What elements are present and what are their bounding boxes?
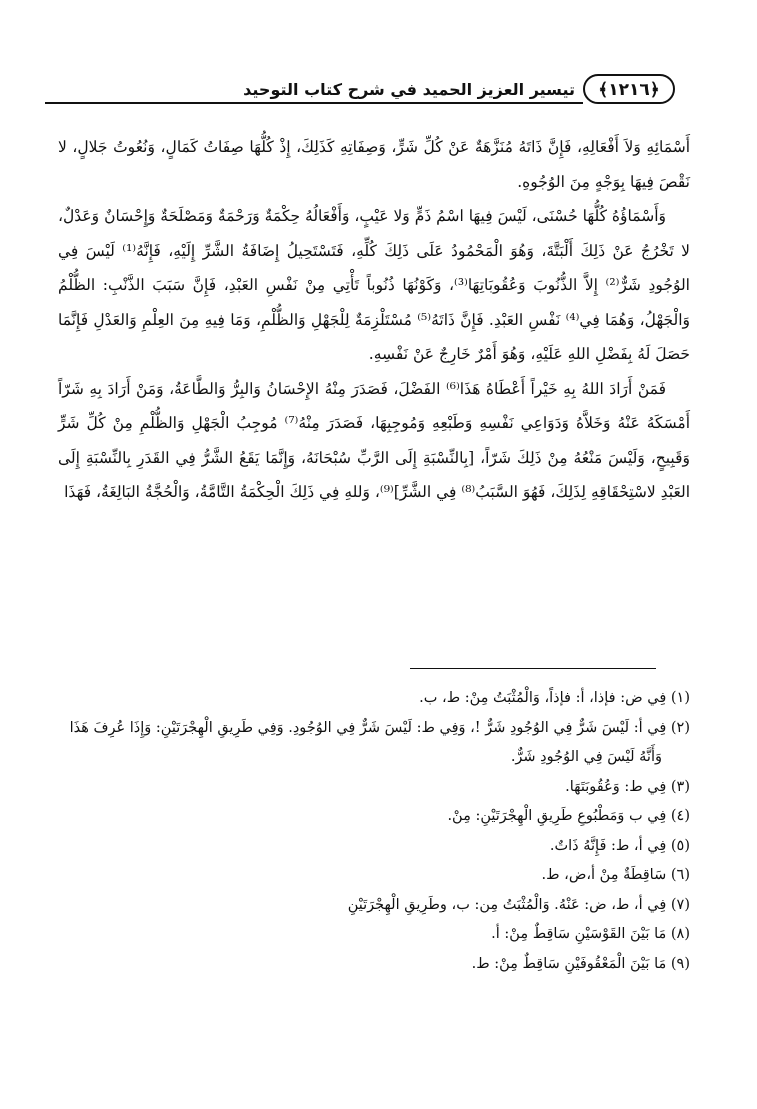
main-text	[58, 130, 690, 510]
footnotes	[58, 684, 690, 979]
footnote-separator	[410, 668, 656, 669]
footnote: (٢) فِي أ: لَيْسَ شَرٌّ فِي الوُجُودِ شَرٌّ !، وَفِي ط: لَيْسَ شَرٌّ فِي الوُجُودِ. وَفِي طَرِيقِ الْهِجْرَتَيْنِ: وَإِذَا عُرِفَ هَذَا وَأَنَّهُ لَيْسَ فِي الوُجُودِ شَرٌّ.	[69, 719, 690, 765]
running-title: تيسير العزيز الحميد في شرح كتاب التوحيد	[243, 79, 575, 99]
footnote: (٦) سَاقِطَةٌ مِنْ أ،ض، ط.	[541, 867, 690, 883]
footnote: (٣) فِي ط: وَعُقُوبَتَهَا.	[565, 778, 690, 795]
running-header	[45, 70, 675, 110]
footnote: (٤) فِي ب وَمَطْبُوعِ طَرِيقِ الْهِجْرَتَيْنِ: مِنْ.	[447, 808, 690, 824]
footnote: (٧) فِي أ، ط، ض: عَنْهُ. وَالْمُثْبَتُ مِن: ب، وطَرِيقِ الْهِجْرَتَيْنِ	[347, 896, 690, 913]
footnote: (٩) مَا بَيْنَ الْمَعْقُوفَيْنِ سَاقِطٌ مِنْ: ط.	[471, 955, 690, 972]
paragraph: وَأَسْمَاؤُهُ كُلُّهَا حُسْنَى، لَيْسَ فِيهَا اسْمُ ذَمٍّ وَلا عَيْبٍ، وَأَفْعَالُهُ حِكْمَةٌ وَرَحْمَةٌ وَمَصْلَحَةٌ وَإِحْسَانٌ وَعَدْلٌ، لا تَخْرُجُ عَنْ ذَلِكَ أَلْبَتَّةَ، وَهُوَ الْمَحْمُودُ عَلَى ذَلِكَ كُلِّهِ، فَتَسْتَحِيلُ إِضَافَةُ الشَّرِّ إِلَيْهِ، فَإِنَّهُ⁽¹⁾ لَيْسَ فِي الوُجُودِ شَرٌّ⁽²⁾ إِلاَّ الذُّنُوبَ وَعُقُوبَاتِهَا⁽³⁾، وَكَوْنُهَا ذُنُوباً تَأْتِي مِنْ نَفْسِ العَبْدِ، فَإِنَّ سَبَبَ الذَّنْبِ: الظُّلْمُ وَالْجَهْلُ، وَهُمَا فِي⁽⁴⁾ نَفْسِ العَبْدِ. فَإِنَّ ذَاتَهُ⁽⁵⁾ مُسْتَلْزِمَةٌ لِلْجَهْلِ وَالظُّلْمِ، وَمَا فِيهِ مِنَ العِلْمِ وَالعَدْلِ فَإِنَّمَا حَصَلَ لَهُ بِفَضْلِ اللهِ عَلَيْهِ، وَهُوَ أَمْرٌ خَارِجٌ عَنْ نَفْسِهِ.	[58, 207, 690, 363]
footnote: (٥) فِي أ، ط: فَإِنَّهُ ذَاتٌ.	[549, 837, 690, 854]
header-rule	[45, 102, 583, 104]
footnote: (٨) مَا بَيْنَ القَوْسَيْنِ سَاقِطٌ مِنْ: أ.	[491, 926, 690, 942]
page-number: ﴿١٢١٦﴾	[583, 74, 675, 104]
footnote: (١) فِي ض: فإذا، أ: فإذاً، وَالْمُثْبَتُ مِنْ: ط، ب.	[419, 690, 690, 706]
paragraph: أَسْمَائِهِ وَلاَ أَفْعَالِهِ، فَإِنَّ ذَاتَهُ مُنَزَّهَةٌ عَنْ كُلِّ شَرٍّ، وَصِفَاتِهِ كَذَلِكَ، إِذْ كُلُّهَا صِفَاتُ كَمَالٍ، وَنُعُوتُ جَلالٍ، لا نَقْصَ فِيهَا بِوَجْهٍ مِنَ الوُجُوهِ.	[58, 138, 690, 191]
paragraph: فَمَنْ أَرَادَ اللهُ بِهِ خَيْراً أَعْطَاهُ هَذَا⁽⁶⁾ الفَضْلَ، فَصَدَرَ مِنْهُ الإِحْسَانُ وَالبِرُّ وَالطَّاعَةُ، وَمَنْ أَرَادَ بِهِ شَرّاً أَمْسَكَهُ عَنْهُ وَخَلاَّهُ وَدَوَاعِي نَفْسِهِ وَطَبْعِهِ وَمُوجِبِهَا، فَصَدَرَ مِنْهُ⁽⁷⁾ مُوجِبُ الْجَهْلِ وَالظُّلْمِ مِنْ كُلِّ شَرٍّ وَقَبِيحٍ، وَلَيْسَ مَنْعُهُ مِنْ ذَلِكَ شَرّاً، [بِالنِّسْبَةِ إِلَى الرَّبِّ سُبْحَانَهُ، وَإِنَّمَا يَقَعُ الشَّرُّ فِي القَدَرِ بِالنِّسْبَةِ إِلَى العَبْدِ لاسْتِحْقَاقِهِ لِذَلِكَ، فَهُوَ السَّبَبُ⁽⁸⁾ فِي الشَّرِّ]⁽⁹⁾، وَللهِ فِي ذَلِكَ الْحِكْمَةُ التَّامَّةُ، وَالْحُجَّةُ البَالِغَةُ، فَهَذَا	[58, 379, 691, 501]
